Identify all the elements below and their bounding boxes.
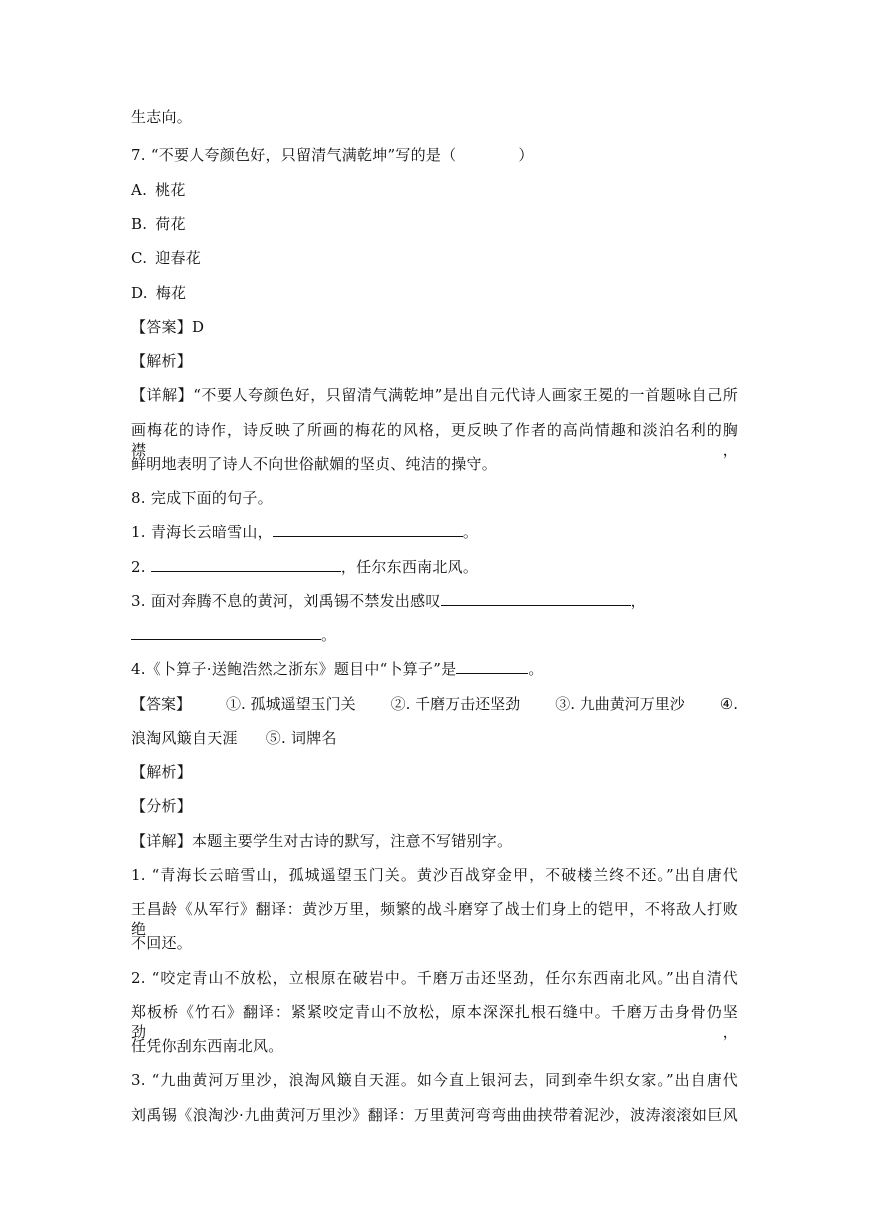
explain-2-line-3: 任凭你刮东西南北风。 bbox=[131, 1037, 284, 1055]
analysis-heading-8: 【解析】 bbox=[131, 763, 193, 781]
option-text: 桃花 bbox=[155, 181, 186, 199]
question-8: 8. 完成下面的句子。 bbox=[131, 489, 273, 507]
question-8-item-3-cont bbox=[131, 625, 336, 645]
answer-item: ④. bbox=[719, 695, 738, 713]
question-8-item-1 bbox=[131, 522, 478, 542]
item-text-end: ，任尔东西南北风。 bbox=[340, 558, 479, 576]
explain-2-line-2: 郑板桥《竹石》翻译：紧紧咬定青山不放松，原本深深扎根石缝中。千磨万击身骨仍坚劲， bbox=[131, 1003, 738, 1041]
answer-blank bbox=[441, 591, 631, 606]
answer-item: 浪淘风簸自天涯 bbox=[131, 729, 238, 747]
answer-8-line-1 bbox=[131, 694, 738, 714]
option-text: 荷花 bbox=[155, 215, 186, 233]
option-d bbox=[131, 283, 186, 303]
question-text: 7. “不要人夸颜色好，只留清气满乾坤”写的是（ bbox=[131, 146, 457, 164]
question-8-item-3 bbox=[131, 591, 646, 611]
item-text-end: 。 bbox=[321, 626, 337, 644]
answer-blank bbox=[456, 659, 528, 674]
item-text: 2. bbox=[131, 558, 151, 576]
fenxi-heading-8: 【分析】 bbox=[131, 797, 193, 815]
item-text: 3. 面对奔腾不息的黄河，刘禹锡不禁发出感叹 bbox=[131, 592, 441, 610]
answer-label: 【答案】 bbox=[131, 695, 192, 713]
option-b bbox=[131, 214, 186, 234]
item-text-mid: ， bbox=[630, 592, 646, 610]
answer-blank bbox=[273, 522, 463, 537]
option-label: B. bbox=[131, 215, 148, 233]
question-paren-close: ） bbox=[518, 146, 534, 164]
answer-7: 【答案】D bbox=[131, 318, 205, 336]
answer-item: ①. 孤城遥望玉门关 bbox=[226, 695, 356, 713]
question-7 bbox=[131, 145, 534, 165]
detail-7-line-2: 画梅花的诗作，诗反映了所画的梅花的风格，更反映了作者的高尚情趣和淡泊名利的胸襟， bbox=[131, 421, 738, 459]
explain-3-line-1: 3. “九曲黄河万里沙，浪淘风簸自天涯。如今直上银河去，同到牵牛织女家。”出自唐代 bbox=[131, 1071, 738, 1089]
item-text: 4.《卜算子·送鲍浩然之浙东》题目中“卜算子”是 bbox=[131, 660, 457, 678]
answer-item: ⑤. 词牌名 bbox=[265, 729, 337, 747]
option-text: 梅花 bbox=[155, 284, 187, 302]
detail-8: 【详解】本题主要学生对古诗的默写，注意不写错别字。 bbox=[131, 832, 513, 850]
question-8-item-4 bbox=[131, 659, 544, 679]
explain-1-line-3: 不回还。 bbox=[131, 934, 193, 952]
explain-3-line-2: 刘禹锡《浪淘沙·九曲黄河万里沙》翻译：万里黄河弯弯曲曲挟带着泥沙，波涛滚滚如巨风 bbox=[131, 1106, 738, 1124]
detail-7-line-3: 鲜明地表明了诗人不向世俗献媚的坚贞、纯洁的操守。 bbox=[131, 455, 498, 473]
answer-item: ③. 九曲黄河万里沙 bbox=[555, 695, 685, 713]
option-label: A. bbox=[131, 181, 148, 199]
analysis-heading-7: 【解析】 bbox=[131, 352, 193, 370]
question-8-item-2 bbox=[131, 557, 478, 577]
answer-item: ②. 千磨万击还坚劲 bbox=[390, 695, 521, 713]
answer-8-line-2 bbox=[131, 728, 337, 748]
item-text-end: 。 bbox=[528, 660, 544, 678]
answer-blank bbox=[131, 625, 321, 640]
item-text-end: 。 bbox=[462, 523, 479, 541]
option-label: C. bbox=[131, 249, 148, 267]
item-text: 1. 青海长云暗雪山， bbox=[131, 523, 273, 541]
explain-1-line-2: 王昌龄《从军行》翻译：黄沙万里，频繁的战斗磨穿了战士们身上的铠甲，不将敌人打败绝 bbox=[131, 900, 738, 938]
explain-1-line-1: 1. “青海长云暗雪山，孤城遥望玉门关。黄沙百战穿金甲，不破楼兰终不还。”出自唐代 bbox=[131, 866, 738, 884]
explain-2-line-1: 2. “咬定青山不放松，立根原在破岩中。千磨万击还坚劲，任尔东西南北风。”出自清代 bbox=[131, 969, 738, 987]
text-line: 生志向。 bbox=[131, 108, 193, 126]
option-c bbox=[131, 248, 201, 268]
option-label: D. bbox=[131, 284, 148, 302]
answer-blank bbox=[151, 557, 341, 572]
option-text: 迎春花 bbox=[155, 249, 201, 267]
option-a bbox=[131, 180, 186, 200]
detail-7-line-1: 【详解】“不要人夸颜色好，只留清气满乾坤”是出自元代诗人画家王冕的一首题咏自己所 bbox=[131, 386, 738, 404]
